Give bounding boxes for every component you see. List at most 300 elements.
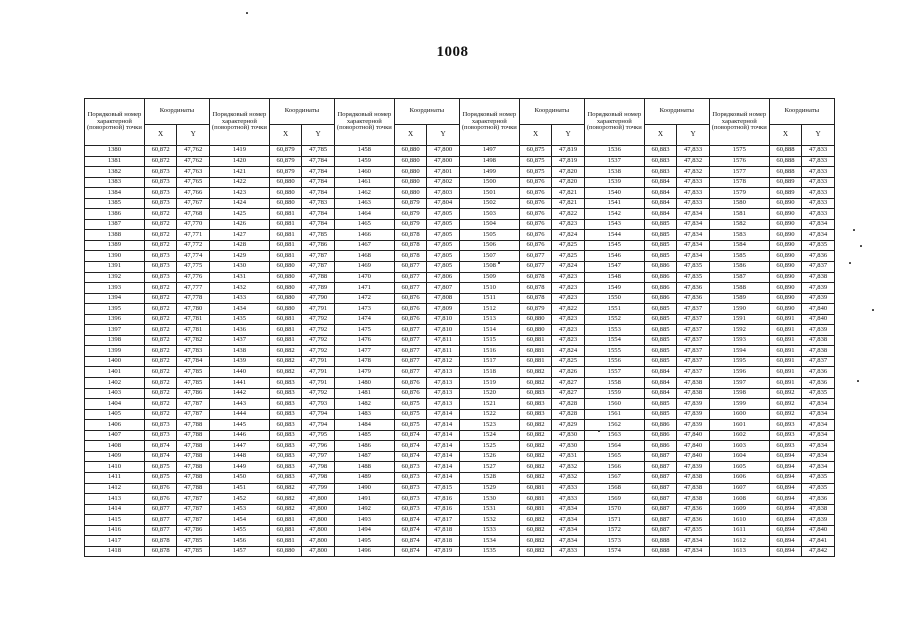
y-coordinate-cell: 47,835 [802,483,835,494]
point-number-cell: 1608 [709,494,769,505]
x-coordinate-cell: 60,881 [269,515,302,526]
point-number-cell: 1394 [85,293,145,304]
table-row [85,536,835,547]
x-coordinate-cell: 60,890 [769,304,802,315]
point-number-cell: 1511 [459,293,519,304]
y-coordinate-cell: 47,836 [802,378,835,389]
x-coordinate-cell: 60,888 [769,167,802,178]
point-number-cell: 1586 [709,262,769,273]
y-coordinate-cell: 47,823 [552,219,585,230]
point-number-cell: 1454 [209,515,269,526]
table-row [85,472,835,483]
x-coordinate-cell: 60,888 [644,536,677,547]
point-number-cell: 1433 [209,293,269,304]
x-coordinate-cell: 60,891 [769,346,802,357]
x-coordinate-cell: 60,891 [769,378,802,389]
table-row [85,367,835,378]
y-coordinate-cell: 47,805 [427,230,460,241]
y-coordinate-cell: 47,784 [302,177,335,188]
point-number-cell: 1419 [209,146,269,157]
y-coordinate-cell: 47,821 [552,198,585,209]
table-row [85,504,835,515]
point-number-cell: 1390 [85,251,145,262]
point-number-cell: 1553 [584,325,644,336]
point-number-cell: 1429 [209,251,269,262]
y-coordinate-cell: 47,825 [552,356,585,367]
x-coordinate-cell: 60,876 [144,483,177,494]
y-coordinate-cell: 47,837 [677,325,710,336]
point-number-cell: 1518 [459,367,519,378]
point-number-cell: 1556 [584,356,644,367]
y-coordinate-cell: 47,796 [302,441,335,452]
point-number-cell: 1435 [209,314,269,325]
table-row [85,177,835,188]
y-coordinate-cell: 47,836 [677,283,710,294]
y-coordinate-cell: 47,837 [677,367,710,378]
y-coordinate-cell: 47,833 [677,188,710,199]
y-coordinate-cell: 47,835 [802,388,835,399]
x-coordinate-cell: 60,881 [519,335,552,346]
point-number-cell: 1472 [334,293,394,304]
y-coordinate-cell: 47,837 [677,314,710,325]
point-number-cell: 1583 [709,230,769,241]
x-coordinate-cell: 60,883 [644,156,677,167]
x-coordinate-cell: 60,880 [519,314,552,325]
y-coordinate-cell: 47,814 [427,430,460,441]
point-number-cell: 1569 [584,494,644,505]
point-number-cell: 1570 [584,504,644,515]
y-coordinate-cell: 47,792 [302,388,335,399]
x-coordinate-cell: 60,878 [519,283,552,294]
x-coordinate-cell: 60,885 [644,346,677,357]
x-coordinate-cell: 60,873 [144,167,177,178]
x-coordinate-cell: 60,872 [144,409,177,420]
point-number-cell: 1598 [709,388,769,399]
x-coordinate-cell: 60,887 [644,451,677,462]
scan-speck [246,12,248,14]
x-coordinate-cell: 60,876 [394,304,427,315]
point-number-cell: 1611 [709,525,769,536]
point-number-cell: 1398 [85,335,145,346]
point-number-cell: 1552 [584,314,644,325]
y-coordinate-cell: 47,836 [677,504,710,515]
y-coordinate-cell: 47,838 [677,494,710,505]
point-number-cell: 1506 [459,240,519,251]
x-coordinate-cell: 60,880 [394,177,427,188]
point-number-cell: 1423 [209,188,269,199]
x-coordinate-cell: 60,892 [769,409,802,420]
y-coordinate-cell: 47,785 [302,230,335,241]
x-coordinate-cell: 60,881 [269,251,302,262]
point-number-cell: 1512 [459,304,519,315]
y-coordinate-cell: 47,785 [177,536,210,547]
coordinates-header: Координаты [269,99,334,125]
y-coordinate-cell: 47,768 [177,209,210,220]
point-number-cell: 1410 [85,462,145,473]
y-coordinate-cell: 47,808 [427,293,460,304]
x-coordinate-cell: 60,883 [519,409,552,420]
x-coordinate-cell: 60,876 [519,198,552,209]
y-coordinate-cell: 47,837 [677,346,710,357]
point-number-cell: 1581 [709,209,769,220]
y-coordinate-cell: 47,787 [177,504,210,515]
y-coordinate-cell: 47,837 [677,335,710,346]
y-coordinate-cell: 47,837 [677,356,710,367]
y-coordinate-cell: 47,819 [552,156,585,167]
table-row [85,272,835,283]
x-coordinate-cell: 60,873 [394,472,427,483]
x-coordinate-cell: 60,878 [519,293,552,304]
y-coordinate-cell: 47,839 [677,399,710,410]
y-coordinate-cell: 47,784 [302,156,335,167]
y-coordinate-cell: 47,786 [177,388,210,399]
x-coordinate-cell: 60,880 [269,198,302,209]
y-coordinate-cell: 47,827 [552,388,585,399]
x-header: X [519,125,552,146]
scan-speck [498,262,500,264]
point-number-cell: 1516 [459,346,519,357]
x-coordinate-cell: 60,882 [519,441,552,452]
point-number-cell: 1480 [334,378,394,389]
x-coordinate-cell: 60,872 [144,346,177,357]
x-coordinate-cell: 60,880 [269,283,302,294]
y-coordinate-cell: 47,834 [802,430,835,441]
point-number-cell: 1400 [85,356,145,367]
x-coordinate-cell: 60,886 [644,430,677,441]
x-coordinate-cell: 60,881 [519,356,552,367]
x-coordinate-cell: 60,883 [269,388,302,399]
y-header: Y [302,125,335,146]
point-number-cell: 1592 [709,325,769,336]
x-coordinate-cell: 60,882 [519,472,552,483]
y-coordinate-cell: 47,825 [552,240,585,251]
x-coordinate-cell: 60,881 [269,230,302,241]
x-coordinate-cell: 60,884 [644,177,677,188]
point-number-cell: 1387 [85,219,145,230]
point-number-cell: 1475 [334,325,394,336]
x-coordinate-cell: 60,894 [769,525,802,536]
x-coordinate-cell: 60,894 [769,515,802,526]
point-number-cell: 1465 [334,219,394,230]
x-coordinate-cell: 60,876 [519,219,552,230]
point-number-cell: 1573 [584,536,644,547]
x-coordinate-cell: 60,892 [769,399,802,410]
x-coordinate-cell: 60,877 [144,525,177,536]
point-number-header: Порядковый номер характерной (поворотной) точки [709,99,769,146]
point-number-cell: 1481 [334,388,394,399]
point-number-cell: 1388 [85,230,145,241]
x-coordinate-cell: 60,894 [769,504,802,515]
point-number-cell: 1504 [459,219,519,230]
x-coordinate-cell: 60,883 [269,430,302,441]
point-number-cell: 1439 [209,356,269,367]
point-number-cell: 1540 [584,188,644,199]
y-coordinate-cell: 47,780 [177,304,210,315]
y-coordinate-cell: 47,805 [427,240,460,251]
point-number-cell: 1437 [209,335,269,346]
y-coordinate-cell: 47,805 [427,219,460,230]
y-coordinate-cell: 47,827 [552,378,585,389]
y-coordinate-cell: 47,828 [552,399,585,410]
x-coordinate-cell: 60,872 [144,209,177,220]
point-number-cell: 1459 [334,156,394,167]
y-coordinate-cell: 47,800 [302,536,335,547]
point-number-cell: 1490 [334,483,394,494]
y-coordinate-cell: 47,837 [802,356,835,367]
point-number-cell: 1456 [209,536,269,547]
y-coordinate-cell: 47,835 [677,525,710,536]
table-row [85,304,835,315]
x-coordinate-cell: 60,881 [269,325,302,336]
point-number-cell: 1402 [85,378,145,389]
x-coordinate-cell: 60,877 [144,504,177,515]
x-coordinate-cell: 60,873 [394,483,427,494]
y-coordinate-cell: 47,781 [177,325,210,336]
x-coordinate-cell: 60,882 [269,504,302,515]
y-coordinate-cell: 47,810 [427,325,460,336]
table-row [85,515,835,526]
x-coordinate-cell: 60,887 [644,483,677,494]
x-coordinate-cell: 60,877 [519,251,552,262]
y-coordinate-cell: 47,839 [802,293,835,304]
point-number-cell: 1457 [209,546,269,557]
x-coordinate-cell: 60,885 [644,314,677,325]
point-number-cell: 1493 [334,515,394,526]
point-number-cell: 1576 [709,156,769,167]
point-number-cell: 1536 [584,146,644,157]
point-number-header: Порядковый номер характерной (поворотной) точки [584,99,644,146]
y-coordinate-cell: 47,788 [302,272,335,283]
point-number-cell: 1527 [459,462,519,473]
x-coordinate-cell: 60,888 [769,156,802,167]
x-coordinate-cell: 60,880 [394,146,427,157]
x-coordinate-cell: 60,882 [519,430,552,441]
x-coordinate-cell: 60,890 [769,251,802,262]
y-coordinate-cell: 47,840 [802,314,835,325]
y-coordinate-cell: 47,835 [677,262,710,273]
x-coordinate-cell: 60,881 [519,483,552,494]
point-number-cell: 1526 [459,451,519,462]
point-number-cell: 1538 [584,167,644,178]
table-row [85,346,835,357]
x-coordinate-cell: 60,877 [394,335,427,346]
table-row [85,451,835,462]
point-number-cell: 1397 [85,325,145,336]
point-number-cell: 1391 [85,262,145,273]
x-coordinate-cell: 60,875 [144,462,177,473]
y-coordinate-cell: 47,816 [427,504,460,515]
x-header: X [394,125,427,146]
y-coordinate-cell: 47,839 [677,462,710,473]
point-number-cell: 1612 [709,536,769,547]
point-number-cell: 1505 [459,230,519,241]
y-coordinate-cell: 47,832 [677,156,710,167]
point-number-cell: 1595 [709,356,769,367]
y-coordinate-cell: 47,834 [677,546,710,557]
x-coordinate-cell: 60,887 [644,504,677,515]
point-number-cell: 1405 [85,409,145,420]
y-coordinate-cell: 47,834 [552,504,585,515]
point-number-cell: 1547 [584,262,644,273]
x-coordinate-cell: 60,881 [269,240,302,251]
y-coordinate-cell: 47,835 [677,272,710,283]
x-coordinate-cell: 60,882 [519,378,552,389]
point-number-header: Порядковый номер характерной (поворотной) точки [209,99,269,146]
table-row [85,335,835,346]
x-coordinate-cell: 60,890 [769,230,802,241]
y-coordinate-cell: 47,836 [677,293,710,304]
point-number-cell: 1561 [584,409,644,420]
point-number-cell: 1409 [85,451,145,462]
table-row [85,230,835,241]
point-number-cell: 1473 [334,304,394,315]
table-row [85,483,835,494]
y-coordinate-cell: 47,838 [677,483,710,494]
y-coordinate-cell: 47,805 [427,262,460,273]
x-coordinate-cell: 60,880 [269,272,302,283]
point-number-cell: 1383 [85,177,145,188]
point-number-cell: 1593 [709,335,769,346]
x-coordinate-cell: 60,880 [269,293,302,304]
point-number-cell: 1445 [209,420,269,431]
scan-speck [872,309,874,311]
point-number-cell: 1458 [334,146,394,157]
y-coordinate-cell: 47,815 [427,483,460,494]
y-coordinate-cell: 47,792 [302,335,335,346]
y-coordinate-cell: 47,803 [427,188,460,199]
y-coordinate-cell: 47,785 [302,146,335,157]
x-coordinate-cell: 60,880 [519,325,552,336]
point-number-cell: 1599 [709,399,769,410]
y-coordinate-cell: 47,835 [802,240,835,251]
x-coordinate-cell: 60,878 [394,240,427,251]
y-coordinate-cell: 47,812 [427,356,460,367]
point-number-cell: 1607 [709,483,769,494]
point-number-cell: 1549 [584,283,644,294]
x-coordinate-cell: 60,872 [144,367,177,378]
point-number-cell: 1510 [459,283,519,294]
y-coordinate-cell: 47,834 [677,240,710,251]
x-coordinate-cell: 60,887 [644,494,677,505]
x-coordinate-cell: 60,881 [269,335,302,346]
point-number-cell: 1424 [209,198,269,209]
x-coordinate-cell: 60,890 [769,262,802,273]
x-coordinate-cell: 60,876 [519,209,552,220]
table-row [85,378,835,389]
point-number-cell: 1476 [334,335,394,346]
y-coordinate-cell: 47,835 [802,472,835,483]
y-coordinate-cell: 47,785 [177,378,210,389]
y-coordinate-cell: 47,834 [802,451,835,462]
x-coordinate-cell: 60,877 [394,346,427,357]
point-number-cell: 1548 [584,272,644,283]
y-coordinate-cell: 47,833 [802,156,835,167]
x-coordinate-cell: 60,883 [644,167,677,178]
x-coordinate-cell: 60,882 [269,346,302,357]
x-coordinate-cell: 60,885 [644,325,677,336]
y-coordinate-cell: 47,794 [302,409,335,420]
x-coordinate-cell: 60,877 [144,515,177,526]
y-coordinate-cell: 47,784 [177,356,210,367]
point-number-cell: 1541 [584,198,644,209]
y-coordinate-cell: 47,787 [177,515,210,526]
point-number-cell: 1430 [209,262,269,273]
table-row [85,325,835,336]
y-coordinate-cell: 47,830 [552,430,585,441]
x-coordinate-cell: 60,880 [394,156,427,167]
x-coordinate-cell: 60,883 [644,146,677,157]
point-number-cell: 1380 [85,146,145,157]
point-number-cell: 1610 [709,515,769,526]
x-coordinate-cell: 60,873 [144,188,177,199]
x-coordinate-cell: 60,879 [519,304,552,315]
table-row [85,240,835,251]
y-coordinate-cell: 47,821 [552,188,585,199]
x-coordinate-cell: 60,874 [394,430,427,441]
point-number-cell: 1417 [85,536,145,547]
point-number-cell: 1605 [709,462,769,473]
x-coordinate-cell: 60,873 [144,420,177,431]
x-coordinate-cell: 60,879 [394,209,427,220]
table-row [85,546,835,557]
y-coordinate-cell: 47,784 [302,167,335,178]
point-number-cell: 1382 [85,167,145,178]
table-row [85,441,835,452]
y-coordinate-cell: 47,823 [552,272,585,283]
point-number-cell: 1559 [584,388,644,399]
x-coordinate-cell: 60,881 [519,504,552,515]
x-coordinate-cell: 60,887 [644,515,677,526]
y-coordinate-cell: 47,785 [177,546,210,557]
x-coordinate-cell: 60,878 [144,546,177,557]
x-coordinate-cell: 60,891 [769,367,802,378]
point-number-cell: 1484 [334,420,394,431]
x-coordinate-cell: 60,882 [269,494,302,505]
y-coordinate-cell: 47,824 [552,230,585,241]
x-coordinate-cell: 60,874 [394,515,427,526]
x-coordinate-cell: 60,874 [394,441,427,452]
y-coordinate-cell: 47,834 [552,536,585,547]
point-number-cell: 1498 [459,156,519,167]
point-number-cell: 1609 [709,504,769,515]
y-coordinate-cell: 47,807 [427,283,460,294]
x-coordinate-cell: 60,890 [769,240,802,251]
point-number-cell: 1450 [209,472,269,483]
x-coordinate-cell: 60,872 [144,219,177,230]
point-number-cell: 1487 [334,451,394,462]
point-number-cell: 1567 [584,472,644,483]
x-coordinate-cell: 60,880 [269,262,302,273]
y-coordinate-cell: 47,834 [677,219,710,230]
point-number-cell: 1503 [459,209,519,220]
y-coordinate-cell: 47,814 [427,441,460,452]
point-number-cell: 1590 [709,304,769,315]
x-coordinate-cell: 60,881 [269,525,302,536]
table-row [85,399,835,410]
y-coordinate-cell: 47,814 [427,409,460,420]
scan-speck [598,430,600,432]
y-coordinate-cell: 47,800 [302,494,335,505]
y-coordinate-cell: 47,785 [177,367,210,378]
x-coordinate-cell: 60,872 [144,146,177,157]
x-coordinate-cell: 60,882 [519,515,552,526]
y-coordinate-cell: 47,819 [552,146,585,157]
x-coordinate-cell: 60,882 [519,420,552,431]
y-coordinate-cell: 47,840 [802,304,835,315]
point-number-cell: 1467 [334,240,394,251]
x-header: X [144,125,177,146]
y-coordinate-cell: 47,833 [802,146,835,157]
